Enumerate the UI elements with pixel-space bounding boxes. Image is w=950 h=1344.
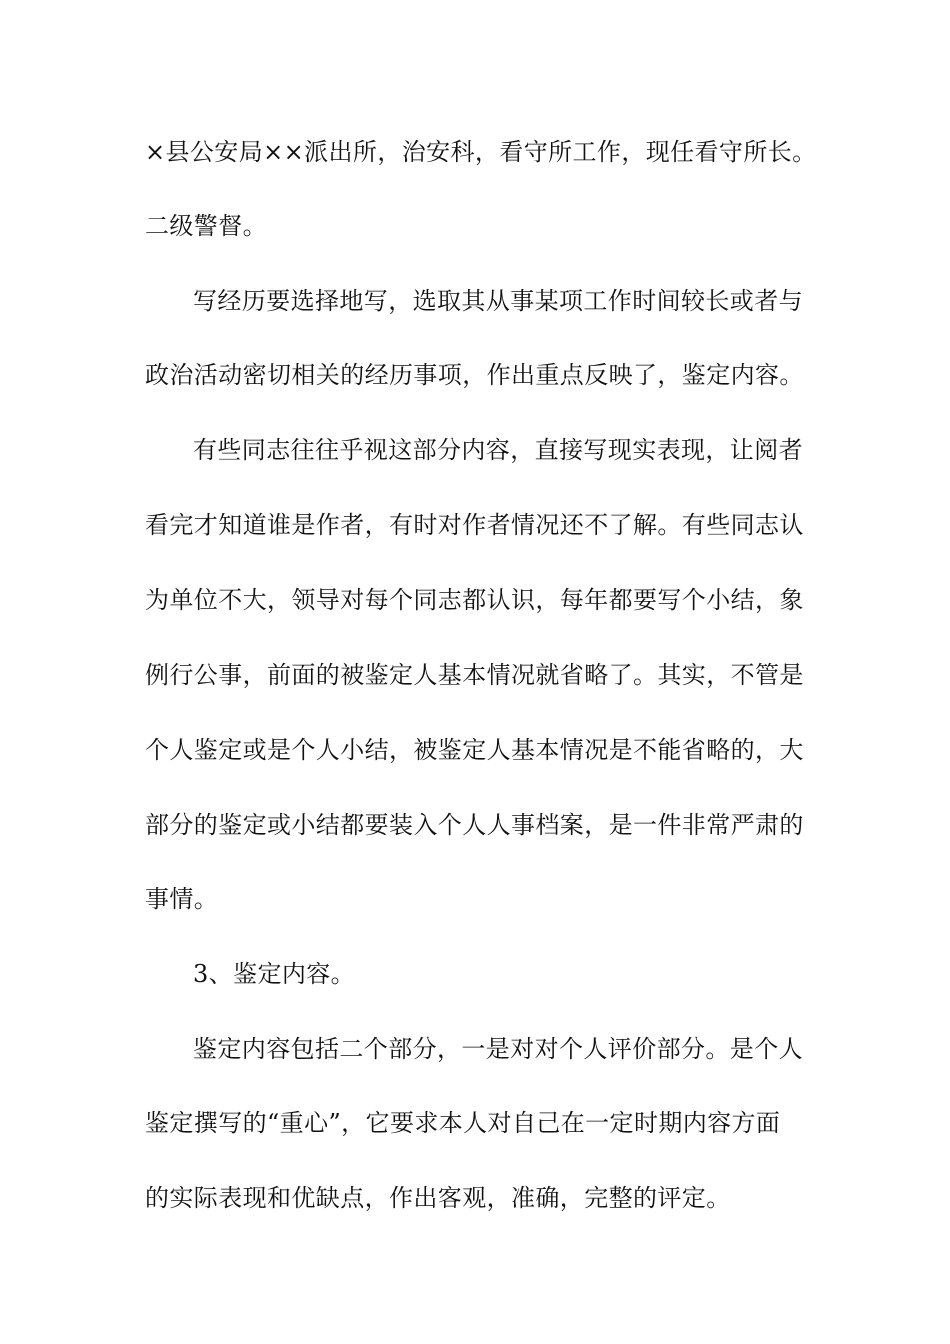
- text-line: 事情。: [145, 885, 219, 913]
- text-line: 为单位不大，领导对每个同志都认识，每年都要写个小结，象: [145, 586, 804, 614]
- text-line: 例行公事，前面的被鉴定人基本情况就省略了。其实，不管是: [145, 661, 804, 689]
- text-line: 个人鉴定或是个人小结，被鉴定人基本情况是不能省略的，大: [145, 736, 804, 764]
- text-line: ×县公安局××派出所，治安科，看守所工作，现任看守所长。: [145, 138, 817, 166]
- paragraph-start-line: 鉴定内容包括二个部分，一是对对个人评价部分。是个人: [193, 1035, 803, 1063]
- text-line: 鉴定撰写的“重心”，它要求本人对自己在一定时期内容方面: [145, 1109, 781, 1137]
- text-line: 政治活动密切相关的经历事项，作出重点反映了，鉴定内容。: [145, 361, 804, 389]
- section-heading: 3、鉴定内容。: [193, 960, 356, 988]
- text-line: 部分的鉴定或小结都要装入个人人事档案，是一件非常严肃的: [145, 811, 804, 839]
- text-line: 的实际表现和优缺点，作出客观，准确，完整的评定。: [145, 1184, 731, 1212]
- text-line: 看完才知道谁是作者，有时对作者情况还不了解。有些同志认: [145, 511, 804, 539]
- paragraph-start-line: 写经历要选择地写，选取其从事某项工作时间较长或者与: [193, 287, 803, 315]
- text-line: 二级警督。: [145, 212, 267, 240]
- paragraph-start-line: 有些同志往往乎视这部分内容，直接写现实表现，让阅者: [193, 436, 803, 464]
